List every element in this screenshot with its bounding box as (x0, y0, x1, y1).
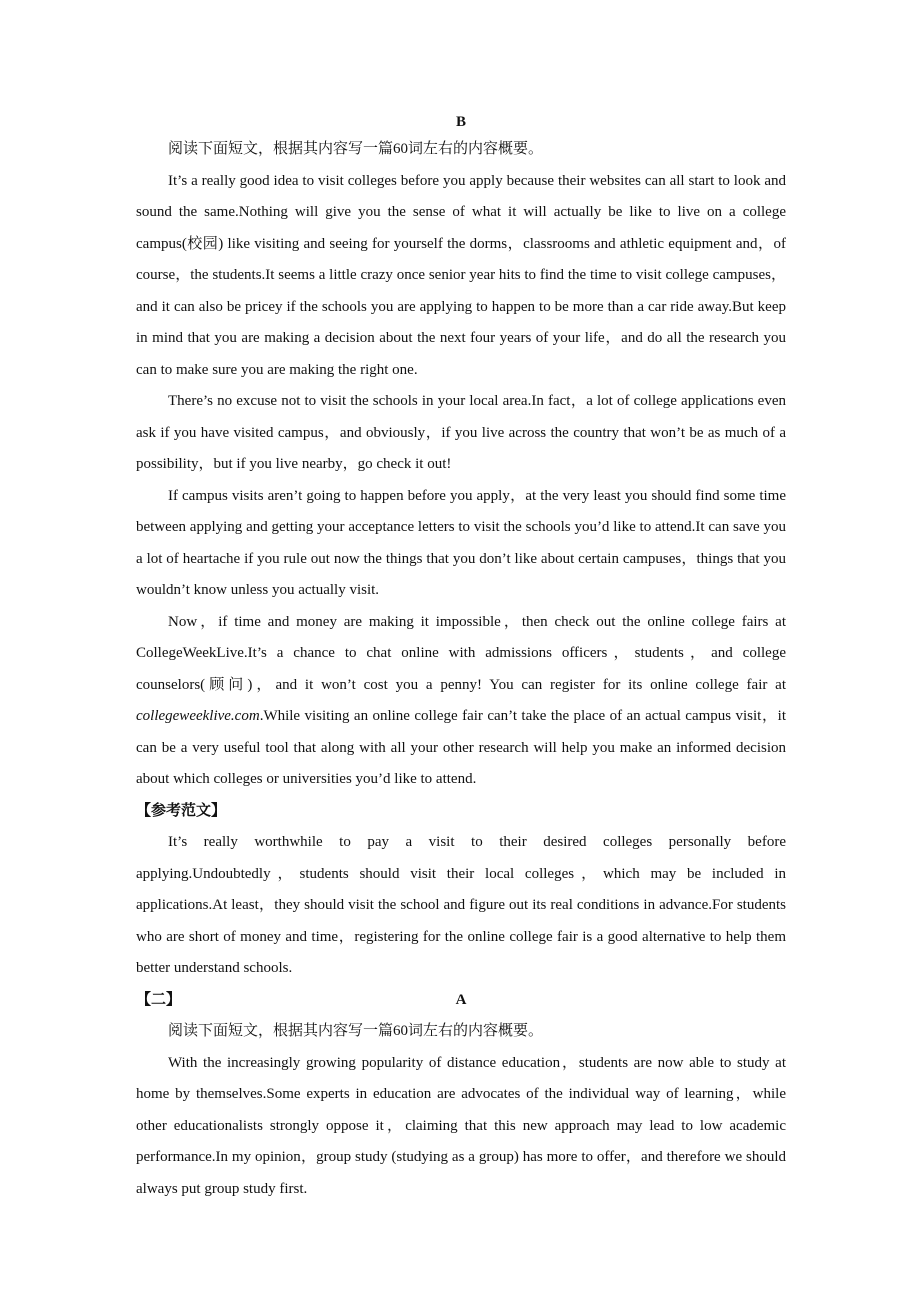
reference-essay-text: It’s really worthwhile to pay a visit to their desired colleges personally before applying.Undoubtedly，students should visit their local colleges，which may be included in applications.At least，they should visit the school and figure out its real conditions in advance.For students who are short of money and time，registering for the online college fair is a good alternative to help them better understand schools. (136, 834, 786, 976)
section-two-paragraph: With the increasingly growing popularity of distance education，students are now able to study at home by themselves.Some experts in education are advocates of the individual way of learning，while other educationalists strongly oppose it，claiming that this new approach may lead to low academic performance.In my opinion，group study (studying as a group) has more to offer，and therefore we should always put group study first. (136, 1054, 786, 1197)
paragraph-4-text-b: .While visiting an online college fair can’t take the place of an actual campus visit，it can be a very useful tool that along with all your other research will help you make an informed decision about which colleges or universities you’d like to attend. (136, 708, 786, 787)
section-b-instruction: 阅读下面短文，根据其内容写一篇60词左右的内容概要。 (168, 141, 544, 157)
paragraph-4-text-a: Now，if time and money are making it impossible，then check out the online college fairs at CollegeWeekLive.It’s a chance to chat online with admissions officers，students，and college counselors(顾问)，and it won’t cost you a penny! You can register for its online college fair at (136, 613, 786, 693)
section-two-instruction: 阅读下面短文，根据其内容写一篇60词左右的内容概要。 (168, 1023, 544, 1039)
website-link-text: collegeweeklive.com (136, 708, 260, 724)
section-two-header (136, 985, 786, 1017)
passage-paragraph-1: It’s a really good idea to visit colleges before you apply because their websites can all start to look and sound the same.Nothing will give you the sense of what it will actually be like to live on a college campus(校园) like visiting and seeing for yourself the dorms，classrooms and athletic equipment and，of course，the students.It seems a little crazy once senior year hits to find the time to visit college campuses，and it can also be pricey if the schools you are applying to happen to be more than a car ride away.But keep in mind that you are making a decision about the next four years of your life，and do all the research you can to make sure you are making the right one. (136, 172, 786, 378)
passage-paragraph-4 (136, 607, 786, 796)
reference-essay-label: 【参考范文】 (136, 802, 227, 819)
section-b-heading: B (455, 114, 466, 130)
section-two-heading: A (455, 991, 467, 1008)
document-page (136, 110, 786, 1205)
passage-paragraph-2: There’s no excuse not to visit the schools in your local area.In fact，a lot of college applications even ask if you have visited campus，and obviously，if you live across the country that won’t be as much of a possibility，but if you live nearby，go check it out! (136, 393, 786, 472)
section-two-label: 【二】 (136, 991, 182, 1008)
passage-paragraph-3: If campus visits aren’t going to happen before you apply，at the very least you should find some time between applying and getting your acceptance letters to visit the schools you’d like to attend.It can save you a lot of heartache if you rule out now the things that you don’t like about certain campuses，things that you wouldn’t know unless you actually visit. (136, 487, 786, 598)
